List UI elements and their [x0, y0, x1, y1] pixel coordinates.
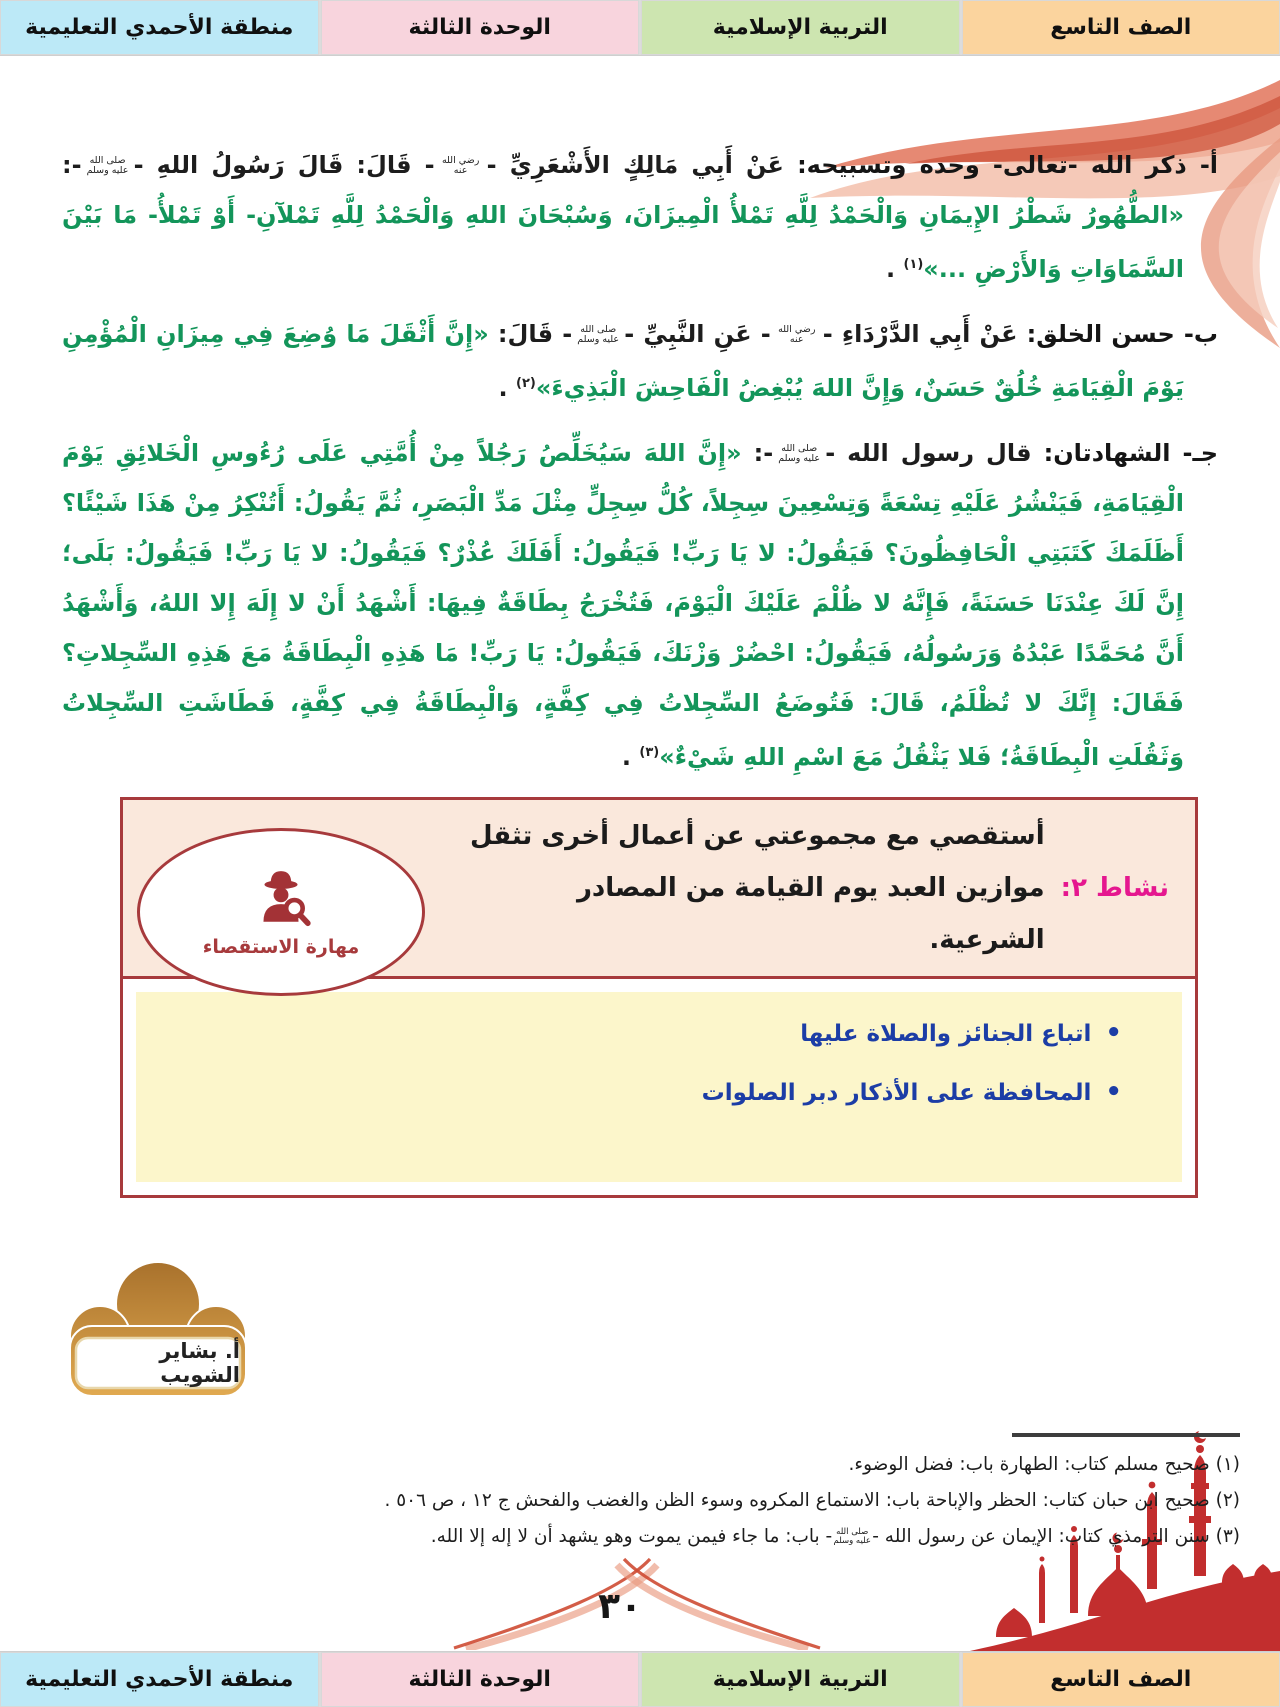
narration-text: (١) صحيح مسلم كتاب: الطهارة باب: فضل الوضوء.: [848, 1454, 1240, 1475]
hadith-paragraph: [62, 140, 1218, 294]
narration-text: عَنْ أَبِي مَالِكٍ الأَشْعَرِيِّ -: [486, 151, 784, 179]
header-cell: الوحدة الثالثة: [321, 0, 640, 55]
hadith-paragraph: [62, 428, 1218, 782]
skill-badge-ellipse: [137, 828, 425, 996]
footnote-ref: (٢): [516, 376, 536, 391]
header-cell: التربية الإسلامية: [641, 0, 960, 55]
hadith-paragraph: [62, 309, 1218, 413]
activity-text: أستقصي مع مجموعتي عن أعمال أخرى تثقل موازين العبد يوم القيامة من المصادر الشرعية.: [469, 821, 1045, 955]
hadith-text: «إِنَّ أَثْقَلَ مَا وُضِعَ فِي مِيزَانِ الْمُؤْمِنِ يَوْمَ الْقِيَامَةِ خُلُقٌ حَسَنٌ، وَإِنَّ اللهَ يُبْغِضُ الْفَاحِشَ الْبَذِيءَ»: [62, 320, 1184, 402]
activity-box: [120, 797, 1198, 1198]
honorific-mark: رضي الله عنه: [778, 323, 816, 345]
footnote: [40, 1484, 1240, 1518]
footnotes: [40, 1448, 1240, 1556]
honorific-mark: صلى الله عليه وسلم: [833, 1526, 871, 1546]
top-header-bar: [0, 0, 1280, 56]
answer-item: [156, 1020, 1122, 1047]
answer-text: المحافظة على الأذكار دبر الصلوات: [701, 1080, 1092, 1106]
section-heading: جـ- الشهادتان:: [1031, 439, 1218, 467]
honorific-mark: رضي الله عنه: [441, 154, 480, 176]
section-heading: أ- ذكر الله -تعالى- وحده وتسبيحه:: [783, 151, 1219, 179]
answer-text: اتباع الجنائز والصلاة عليها: [800, 1021, 1092, 1047]
narration-text: - قَالَ: قَالَ رَسُولُ اللهِ -: [133, 151, 435, 179]
narration-text: - قَالَ:: [488, 320, 573, 348]
activity-answers-area: [136, 992, 1182, 1182]
detective-magnifier-icon: [248, 866, 314, 932]
honorific-mark: صلى الله عليه وسلم: [577, 323, 620, 345]
narration-text: (٣) سنن الترمذي كتاب: الإيمان عن رسول الله -: [872, 1526, 1240, 1547]
answer-item: [156, 1079, 1122, 1106]
narration-text: -:: [741, 439, 774, 467]
bullet-icon: •: [1105, 1018, 1122, 1048]
header-cell: منطقة الأحمدي التعليمية: [0, 1652, 319, 1707]
narration-text: -:: [62, 151, 82, 179]
narration-text: .: [885, 255, 904, 283]
hadith-sections: [62, 140, 1218, 782]
bottom-footer-bar: [0, 1651, 1280, 1707]
narration-text: عَنْ أَبِي الدَّرْدَاءِ -: [822, 320, 1018, 348]
footnote-ref: (٣): [639, 745, 660, 760]
narration-text: - باب: ما جاء فيمن يموت وهو يشهد أن لا إله إلا الله.: [430, 1526, 833, 1547]
activity-label: نشاط ٢:: [1060, 873, 1169, 903]
narration-text: قال رسول الله -: [825, 439, 1032, 467]
narration-text: .: [498, 374, 517, 402]
header-cell: الوحدة الثالثة: [321, 1652, 640, 1707]
page-number: ٣٠: [598, 1586, 642, 1627]
header-cell: الصف التاسع: [962, 1652, 1280, 1707]
footnote-ref: (١): [903, 257, 924, 272]
narration-text: - عَنِ النَّبِيِّ -: [624, 320, 771, 348]
narration-text: .: [621, 743, 640, 771]
teacher-name: أ. بشاير الشويب: [159, 1339, 240, 1387]
narration-text: (٢) صحيح ابن حبان كتاب: الحظر والإباحة باب: الاستماع المكروه وسوء الظن والغضب والفحش ج ١٢ ، ص ٥٠٦ .: [384, 1490, 1240, 1511]
section-heading: ب- حسن الخلق:: [1017, 320, 1218, 348]
footnote: [40, 1448, 1240, 1482]
hadith-text: «إِنَّ اللهَ سَيُخَلِّصُ رَجُلاً مِنْ أُمَّتِي عَلَى رُءُوسِ الْخَلائِقِ يَوْمَ الْقِيَامَةِ، فَيَنْشُرُ عَلَيْهِ تِسْعَةً وَتِسْعِينَ سِجِلاً، كُلُّ سِجِلٍّ مِثْلَ مَدِّ الْبَصَرِ، ثُمَّ يَقُولُ: أَتُنْكِرُ مِنْ هَذَا شَيْئًا؟ أَظَلَمَكَ كَتَبَتِي الْحَافِظُونَ؟ فَيَقُولُ: لا يَا رَبِّ! فَيَقُولُ: أَفَلَكَ عُذْرٌ؟ فَيَقُولُ: لا يَا رَبِّ! فَيَقُولُ: بَلَى؛ إِنَّ لَكَ عِنْدَنَا حَسَنَةً، فَإِنَّهُ لا ظُلْمَ عَلَيْكَ الْيَوْمَ، فَتُخْرَجُ بِطَاقَةٌ فِيهَا: أَشْهَدُ أَنْ لا إِلَهَ إِلا اللهُ، وَأَشْهَدُ أَنَّ مُحَمَّدًا عَبْدُهُ وَرَسُولُهُ، فَيَقُولُ: احْضُرْ وَزْنَكَ، فَيَقُولُ: يَا رَبِّ! مَا هَذِهِ الْبِطَاقَةُ مَعَ هَذِهِ السِّجِلاتِ؟ فَقَالَ: إِنَّكَ لا تُظْلَمُ، قَالَ: فَتُوضَعُ السِّجِلاتُ فِي كِفَّةٍ، وَالْبِطَاقَةُ فِي كِفَّةٍ، فَطَاشَتِ السِّجِلاتُ وَثَقُلَتِ الْبِطَاقَةُ؛ فَلا يَثْقُلُ مَعَ اسْمِ اللهِ شَيْءٌ»: [62, 439, 1184, 771]
activity-prompt-area: [123, 800, 1195, 979]
skill-badge-label: مهارة الاستقصاء: [202, 936, 360, 958]
header-cell: منطقة الأحمدي التعليمية: [0, 0, 319, 55]
honorific-mark: صلى الله عليه وسلم: [778, 442, 821, 464]
footnote: [40, 1520, 1240, 1554]
bullet-icon: •: [1105, 1077, 1122, 1107]
footnote-divider: [1012, 1433, 1240, 1437]
hadith-text: «الطُّهُورُ شَطْرُ الإِيمَانِ وَالْحَمْدُ لِلَّهِ تَمْلأُ الْمِيزَانَ، وَسُبْحَانَ اللهِ وَالْحَمْدُ لِلَّهِ تَمْلآنِ- أَوْ تَمْلأُ- مَا بَيْنَ السَّمَاوَاتِ وَالأَرْضِ ...»: [62, 201, 1184, 283]
header-cell: التربية الإسلامية: [641, 1652, 960, 1707]
honorific-mark: صلى الله عليه وسلم: [86, 154, 129, 176]
header-cell: الصف التاسع: [962, 0, 1280, 55]
teacher-cloud-stamp: [52, 1246, 264, 1402]
